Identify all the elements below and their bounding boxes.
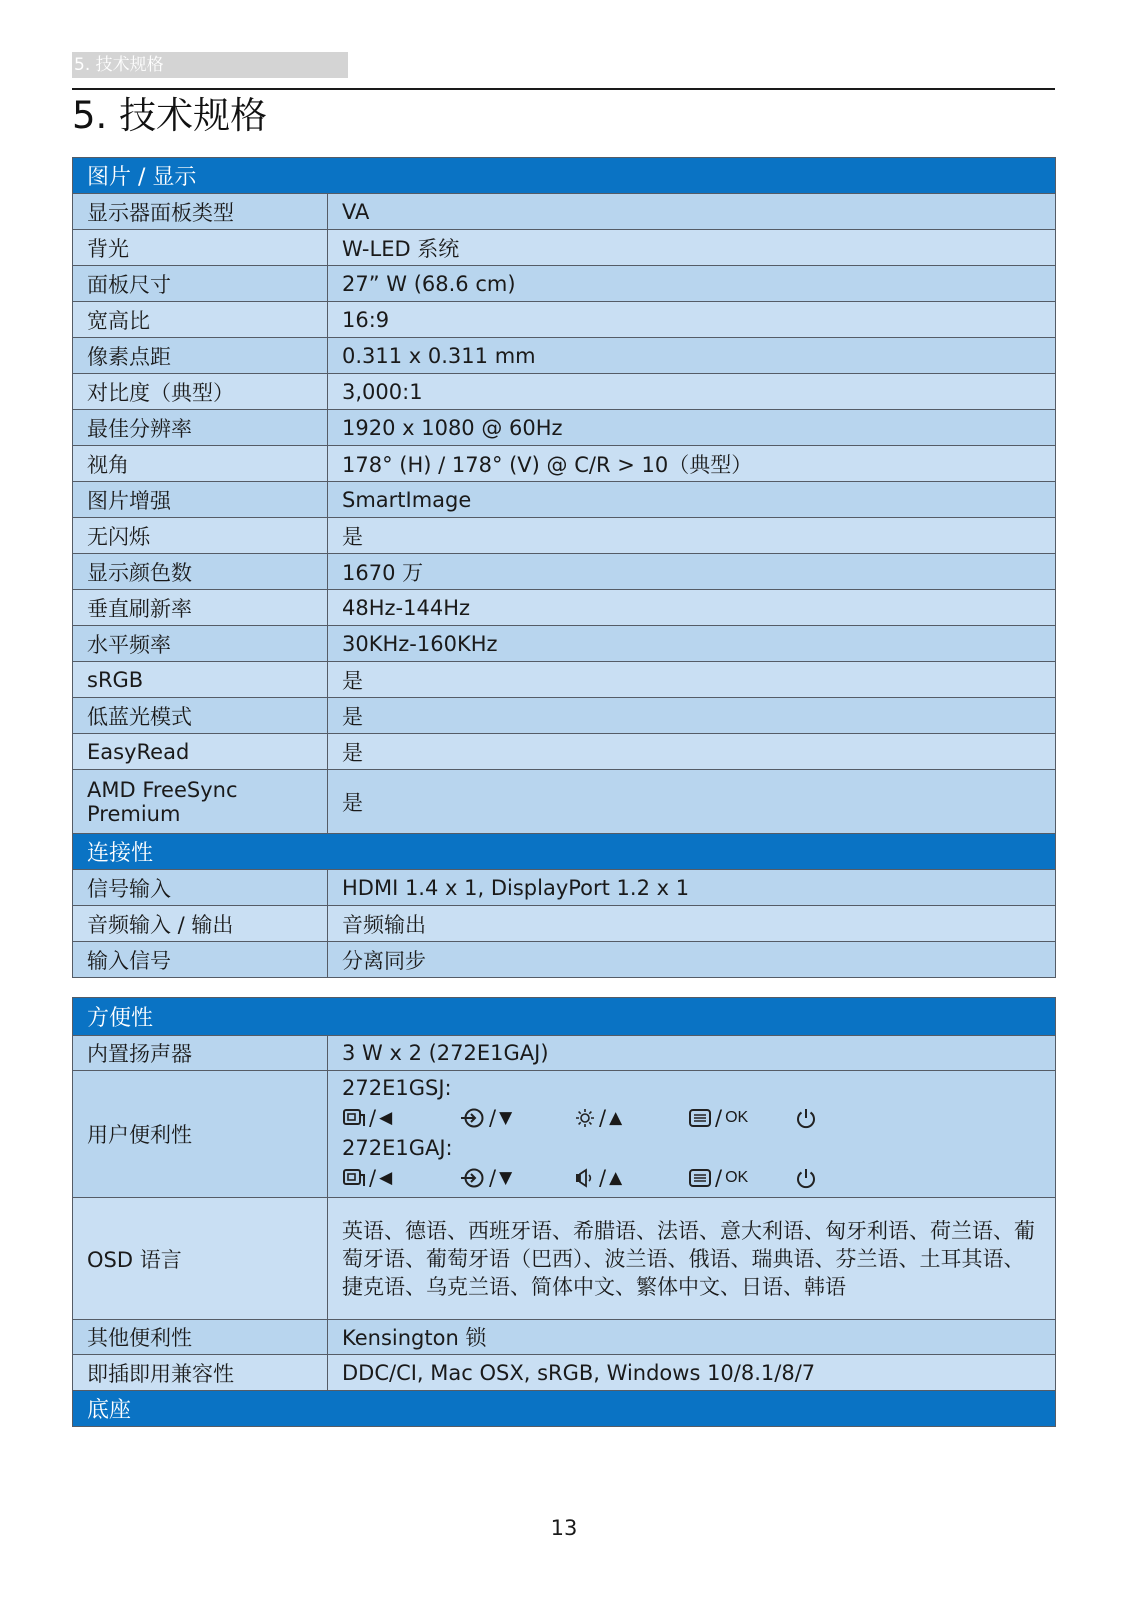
spec-value: SmartImage [328, 482, 1056, 518]
section-convenience [73, 998, 1056, 1036]
spec-row [73, 482, 1056, 518]
spec-label: 信号输入 [73, 870, 328, 906]
control-input-down [460, 1106, 574, 1130]
slash: / [369, 1166, 377, 1190]
spec-value: 0.311 x 0.311 mm [328, 338, 1056, 374]
spec-label: 用户便利性 [73, 1071, 328, 1198]
spec-label: OSD 语言 [73, 1198, 328, 1320]
spec-value: 3,000:1 [328, 374, 1056, 410]
section-title: 底座 [73, 1391, 1056, 1427]
spec-row [73, 518, 1056, 554]
spec-label: 显示器面板类型 [73, 194, 328, 230]
slash: / [715, 1106, 723, 1130]
smartimage-icon [342, 1167, 366, 1189]
control-menu-ok [688, 1166, 794, 1190]
spec-label: sRGB [73, 662, 328, 698]
slash: / [599, 1166, 607, 1190]
slash: / [489, 1166, 497, 1190]
spec-value: HDMI 1.4 x 1, DisplayPort 1.2 x 1 [328, 870, 1056, 906]
ok-label: OK [725, 1109, 749, 1126]
control-menu-ok [688, 1106, 794, 1130]
control-smartimage-left [342, 1106, 460, 1130]
down-arrow-icon: ▼ [499, 1108, 513, 1128]
spec-value: 30KHz-160KHz [328, 626, 1056, 662]
spec-label: 背光 [73, 230, 328, 266]
spec-label: 即插即用兼容性 [73, 1355, 328, 1391]
power-icon [794, 1166, 818, 1190]
spec-label: 输入信号 [73, 942, 328, 978]
input-icon [460, 1167, 486, 1189]
spec-row [73, 446, 1056, 482]
spec-row-plug-and-play [73, 1355, 1056, 1391]
control-input-down [460, 1166, 574, 1190]
spec-label: 对比度（典型） [73, 374, 328, 410]
spec-label: 面板尺寸 [73, 266, 328, 302]
spec-row [73, 266, 1056, 302]
spec-row [73, 770, 1056, 834]
spec-row [73, 626, 1056, 662]
menu-icon [688, 1108, 712, 1128]
spec-label: 无闪烁 [73, 518, 328, 554]
input-icon [460, 1107, 486, 1129]
spec-row [73, 734, 1056, 770]
spec-label: AMD FreeSync Premium [73, 770, 328, 834]
spec-label: 低蓝光模式 [73, 698, 328, 734]
spec-label: 视角 [73, 446, 328, 482]
slash: / [599, 1106, 607, 1130]
model-label: 272E1GAJ: [342, 1136, 453, 1160]
power-icon [794, 1106, 818, 1130]
model-label: 272E1GSJ: [342, 1076, 452, 1100]
page-number: 13 [550, 1516, 578, 1540]
spec-row [73, 338, 1056, 374]
spec-value: 是 [328, 734, 1056, 770]
control-power [794, 1166, 818, 1190]
control-volume-up [574, 1166, 688, 1190]
header-tab: 5. 技术规格 [72, 52, 348, 78]
spec-row [73, 906, 1056, 942]
spec-value: VA [328, 194, 1056, 230]
spec-value: W-LED 系统 [328, 230, 1056, 266]
spec-row [73, 374, 1056, 410]
spec-value: Kensington 锁 [328, 1320, 1056, 1355]
spec-value: 1670 万 [328, 554, 1056, 590]
header-rule [72, 88, 1055, 90]
section-title: 图片 / 显示 [73, 158, 1056, 194]
spec-row [73, 554, 1056, 590]
section-title: 方便性 [73, 998, 1056, 1036]
section-connectivity [73, 834, 1056, 870]
spec-label: EasyRead [73, 734, 328, 770]
section-picture-display [73, 158, 1056, 194]
ok-label: OK [725, 1169, 749, 1186]
spec-value: 英语、德语、西班牙语、希腊语、法语、意大利语、匈牙利语、荷兰语、葡萄牙语、葡萄牙语（巴西）、波兰语、俄语、瑞典语、芬兰语、土耳其语、捷克语、乌克兰语、简体中文、繁体中文、日语、韩语 [328, 1198, 1056, 1320]
slash: / [369, 1106, 377, 1130]
spec-row [73, 942, 1056, 978]
spec-label: 宽高比 [73, 302, 328, 338]
spec-value: 27” W (68.6 cm) [328, 266, 1056, 302]
spec-table-picture-connectivity [72, 157, 1056, 978]
left-arrow-icon: ◀ [379, 1168, 393, 1188]
spec-row [73, 230, 1056, 266]
section-title: 连接性 [73, 834, 1056, 870]
spec-value: 3 W x 2 (272E1GAJ) [328, 1036, 1056, 1071]
spec-value: 是 [328, 662, 1056, 698]
spec-label: 音频输入 / 输出 [73, 906, 328, 942]
control-smartimage-left [342, 1166, 460, 1190]
spec-row-osd-language [73, 1198, 1056, 1320]
spec-value: 48Hz-144Hz [328, 590, 1056, 626]
spec-row [73, 410, 1056, 446]
left-arrow-icon: ◀ [379, 1108, 393, 1128]
spec-row [73, 194, 1056, 230]
spec-value: DDC/CI, Mac OSX, sRGB, Windows 10/8.1/8/7 [328, 1355, 1056, 1391]
spec-label: 内置扬声器 [73, 1036, 328, 1071]
menu-icon [688, 1168, 712, 1188]
spec-table-convenience [72, 997, 1056, 1427]
spec-label: 水平频率 [73, 626, 328, 662]
brightness-icon [574, 1107, 596, 1129]
spec-label: 显示颜色数 [73, 554, 328, 590]
spec-value: 是 [328, 518, 1056, 554]
control-row-272e1gaj [342, 1163, 1041, 1193]
spec-label: 垂直刷新率 [73, 590, 328, 626]
spec-label: 图片增强 [73, 482, 328, 518]
page-title: 5. 技术规格 [72, 94, 268, 137]
spec-row-other-convenience [73, 1320, 1056, 1355]
spec-label: 像素点距 [73, 338, 328, 374]
slash: / [489, 1106, 497, 1130]
spec-row-speaker [73, 1036, 1056, 1071]
spec-value: 是 [328, 770, 1056, 834]
spec-value: 是 [328, 698, 1056, 734]
spec-row [73, 590, 1056, 626]
spec-row [73, 302, 1056, 338]
smartimage-icon [342, 1107, 366, 1129]
spec-row [73, 698, 1056, 734]
volume-icon [574, 1167, 596, 1189]
spec-row-user-convenience [73, 1071, 1056, 1198]
control-row-272e1gsj [342, 1103, 1041, 1133]
spec-value: 1920 x 1080 @ 60Hz [328, 410, 1056, 446]
section-stand [73, 1391, 1056, 1427]
spec-label: 最佳分辨率 [73, 410, 328, 446]
control-brightness-up [574, 1106, 688, 1130]
spec-value: 178° (H) / 178° (V) @ C/R > 10（典型） [328, 446, 1056, 482]
spec-label: 其他便利性 [73, 1320, 328, 1355]
spec-value: 分离同步 [328, 942, 1056, 978]
spec-row [73, 870, 1056, 906]
spec-value: 音频输出 [328, 906, 1056, 942]
slash: / [715, 1166, 723, 1190]
up-arrow-icon: ▲ [609, 1168, 623, 1188]
control-power [794, 1106, 818, 1130]
down-arrow-icon: ▼ [499, 1168, 513, 1188]
up-arrow-icon: ▲ [609, 1108, 623, 1128]
spec-value: 16:9 [328, 302, 1056, 338]
spec-row [73, 662, 1056, 698]
